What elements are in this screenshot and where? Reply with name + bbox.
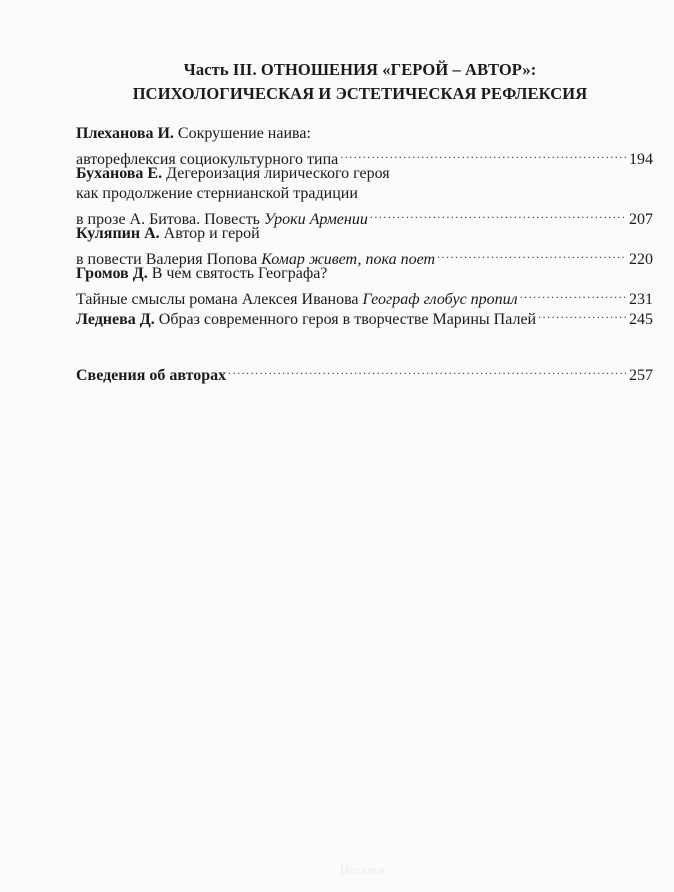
entry-author: Куляпин А.: [76, 225, 160, 242]
page-number: 194: [629, 151, 653, 168]
toc-entry-2-line2: [76, 184, 653, 204]
entry-title: Образ современного героя в творчестве Марины Палей: [158, 311, 537, 328]
entry-author: Громов Д.: [76, 265, 148, 282]
entry-author: Плеханова И.: [76, 125, 174, 142]
dot-leader: [520, 284, 627, 304]
entry-title: Дегероизация лирического героя: [166, 165, 390, 182]
show-through-text: Наталья · · · · · · · ·: [340, 862, 446, 877]
entry-title-cont: в повести Валерия Попова: [76, 251, 258, 268]
entry-title: В чем святость Географа?: [151, 265, 328, 282]
toc-entry-2-line3[interactable]: [76, 204, 653, 228]
page-number: 231: [629, 291, 653, 308]
toc-entry-1-line2[interactable]: [76, 144, 653, 168]
page-number: 257: [629, 367, 653, 384]
dot-leader: [370, 204, 627, 224]
toc-entry-4-line2[interactable]: [76, 284, 653, 308]
entry-author: Леднева Д.: [76, 311, 155, 328]
about-authors-label: Сведения об авторах: [76, 367, 227, 384]
page-number: 207: [629, 211, 653, 228]
work-title: Уроки Армении: [263, 211, 368, 228]
dot-leader: [228, 360, 627, 380]
toc-entry-2-line1: [76, 164, 653, 184]
spacer: [76, 342, 653, 360]
dot-leader: [538, 304, 627, 324]
entry-title: Сокрушение наива:: [177, 125, 311, 142]
entry-title-cont: авторефлексия социокультурного типа: [76, 151, 339, 168]
work-title: Комар живет, пока поет: [261, 251, 436, 268]
dot-leader: [340, 144, 627, 164]
page-number: 245: [629, 311, 653, 328]
section-title-line1: Часть III. ОТНОШЕНИЯ «ГЕРОЙ – АВТОР»:: [183, 60, 537, 79]
entry-author: Буханова Е.: [76, 165, 163, 182]
toc-entry-1-line1: [76, 124, 653, 144]
toc-entry-3-line2[interactable]: [76, 244, 653, 268]
entry-title-cont: как продолжение стернианской традиции: [76, 185, 358, 202]
dot-leader: [437, 244, 627, 264]
page-number: 220: [629, 251, 653, 268]
work-title: Географ глобус пропил: [362, 291, 518, 308]
table-of-contents: [76, 124, 653, 384]
entry-title-cont: Тайные смыслы романа Алексея Иванова: [76, 291, 359, 308]
entry-title: Автор и герой: [163, 225, 260, 242]
toc-entry-about-authors[interactable]: [76, 360, 653, 384]
entry-title-cont: в прозе А. Битова. Повесть: [76, 211, 260, 228]
section-title-line2: ПСИХОЛОГИЧЕСКАЯ И ЭСТЕТИЧЕСКАЯ РЕФЛЕКСИЯ: [132, 84, 588, 103]
